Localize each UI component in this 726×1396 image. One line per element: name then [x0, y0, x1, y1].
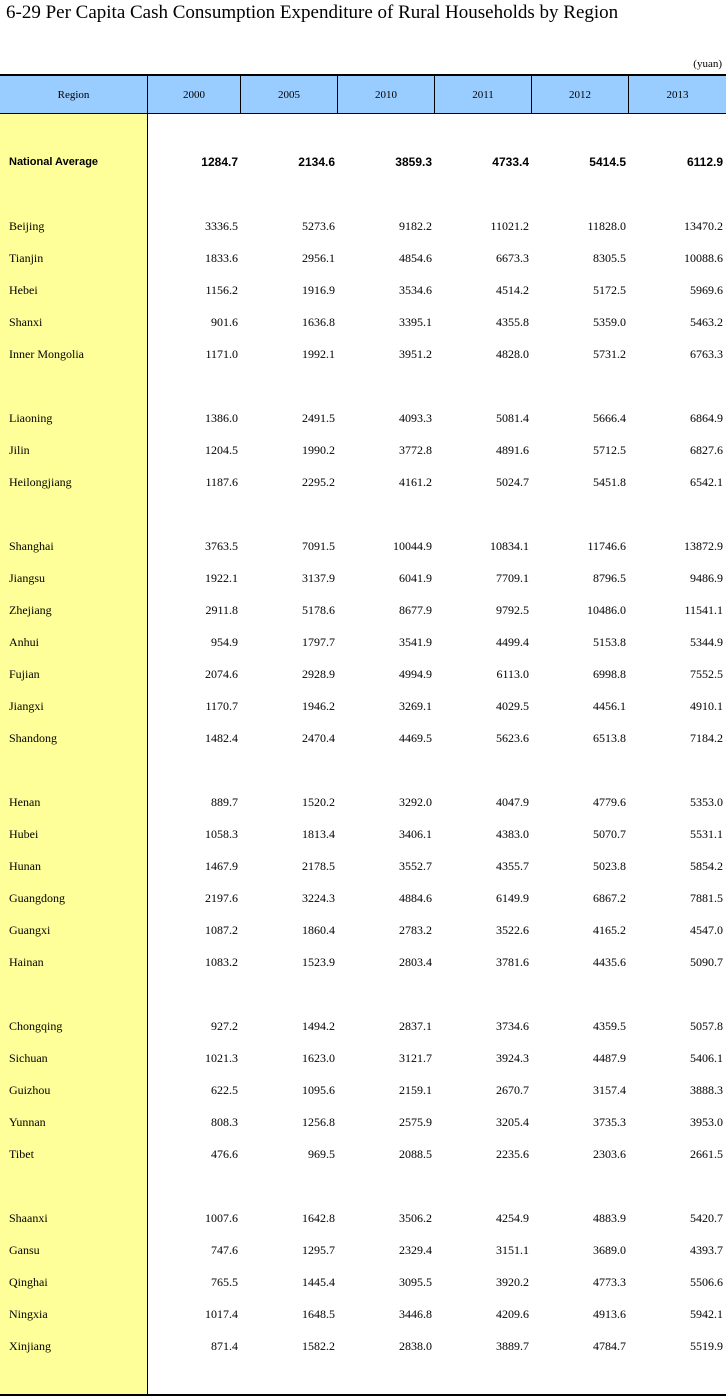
value-cell: 5451.8	[593, 475, 626, 489]
table-row	[0, 728, 726, 748]
region-name-cell: Zhejiang	[9, 603, 52, 617]
value-cell: 2159.1	[399, 1083, 432, 1097]
table-row	[0, 440, 726, 460]
value-cell: 1204.5	[205, 443, 238, 457]
value-cell: 5712.5	[593, 443, 626, 457]
value-cell: 4254.9	[496, 1211, 529, 1225]
value-cell: 1648.5	[302, 1307, 335, 1321]
value-cell: 3951.2	[399, 347, 432, 361]
value-cell: 2911.8	[205, 603, 238, 617]
value-cell: 3121.7	[399, 1051, 432, 1065]
value-cell: 7091.5	[302, 539, 335, 553]
value-cell: 5023.8	[593, 859, 626, 873]
header-year: 2012	[532, 76, 629, 113]
value-cell: 5153.8	[593, 635, 626, 649]
value-cell: 5178.6	[302, 603, 335, 617]
region-name-cell: Liaoning	[9, 411, 53, 425]
value-cell: 6998.8	[593, 667, 626, 681]
value-cell: 4547.0	[690, 923, 723, 937]
value-cell: 1636.8	[302, 315, 335, 329]
region-name-cell: Guangxi	[9, 923, 51, 937]
header-year: 2013	[666, 88, 689, 101]
region-name-cell: Inner Mongolia	[9, 347, 84, 361]
value-cell: 3772.8	[399, 443, 432, 457]
value-cell: 4733.4	[492, 155, 529, 169]
value-cell: 1007.6	[205, 1211, 238, 1225]
value-cell: 4828.0	[496, 347, 529, 361]
region-name-cell: Beijing	[9, 219, 45, 233]
value-cell: 5172.5	[593, 283, 626, 297]
value-cell: 6763.3	[690, 347, 723, 361]
value-cell: 6827.6	[690, 443, 723, 457]
value-cell: 3157.4	[593, 1083, 626, 1097]
value-cell: 2178.5	[302, 859, 335, 873]
value-cell: 2329.4	[399, 1243, 432, 1257]
value-cell: 3920.2	[496, 1275, 529, 1289]
value-cell: 871.4	[211, 1339, 238, 1353]
value-cell: 10486.0	[587, 603, 626, 617]
value-cell: 8796.5	[593, 571, 626, 585]
value-cell: 5057.8	[690, 1019, 723, 1033]
region-name-cell: Shanghai	[9, 539, 54, 553]
value-cell: 1445.4	[302, 1275, 335, 1289]
value-cell: 5666.4	[593, 411, 626, 425]
table-row	[0, 1016, 726, 1036]
table-row	[0, 1304, 726, 1324]
value-cell: 1642.8	[302, 1211, 335, 1225]
table-row	[0, 344, 726, 364]
value-cell: 6542.1	[690, 475, 723, 489]
table-row	[0, 568, 726, 588]
table-row	[0, 664, 726, 684]
value-cell: 808.3	[211, 1115, 238, 1129]
region-name-cell: Shanxi	[9, 315, 43, 329]
value-cell: 3446.8	[399, 1307, 432, 1321]
value-cell: 13872.9	[684, 539, 723, 553]
table-row	[0, 1080, 726, 1100]
value-cell: 6112.9	[686, 155, 723, 169]
value-cell: 5344.9	[690, 635, 723, 649]
value-cell: 5463.2	[690, 315, 723, 329]
region-name-cell: Qinghai	[9, 1275, 48, 1289]
value-cell: 1171.0	[205, 347, 238, 361]
region-name-cell: Shandong	[9, 731, 57, 745]
value-cell: 1946.2	[302, 699, 335, 713]
table-row	[0, 888, 726, 908]
value-cell: 1083.2	[205, 955, 238, 969]
value-cell: 1833.6	[205, 251, 238, 265]
value-cell: 2661.5	[690, 1147, 723, 1161]
region-column-band	[0, 114, 148, 1394]
value-cell: 2295.2	[302, 475, 335, 489]
value-cell: 5070.7	[593, 827, 626, 841]
value-cell: 5969.6	[690, 283, 723, 297]
value-cell: 1187.6	[205, 475, 238, 489]
table-row	[0, 408, 726, 428]
value-cell: 3924.3	[496, 1051, 529, 1065]
header-year: 2005	[241, 76, 338, 113]
value-cell: 5731.2	[593, 347, 626, 361]
value-cell: 8305.5	[593, 251, 626, 265]
header-year: 2010	[338, 76, 435, 113]
region-name-cell: Ningxia	[9, 1307, 48, 1321]
value-cell: 6149.9	[496, 891, 529, 905]
table-row	[0, 280, 726, 300]
value-cell: 889.7	[211, 795, 238, 809]
value-cell: 3406.1	[399, 827, 432, 841]
value-cell: 3205.4	[496, 1115, 529, 1129]
table-row	[0, 472, 726, 492]
value-cell: 13470.2	[684, 219, 723, 233]
value-cell: 7184.2	[690, 731, 723, 745]
value-cell: 4047.9	[496, 795, 529, 809]
page-title: 6-29 Per Capita Cash Consumption Expenditure of Rural Households by Region	[6, 2, 619, 23]
value-cell: 4994.9	[399, 667, 432, 681]
value-cell: 9792.5	[496, 603, 529, 617]
value-cell: 3689.0	[593, 1243, 626, 1257]
value-cell: 1467.9	[205, 859, 238, 873]
value-cell: 3292.0	[399, 795, 432, 809]
value-cell: 4355.8	[496, 315, 529, 329]
value-cell: 3888.3	[690, 1083, 723, 1097]
value-cell: 6864.9	[690, 411, 723, 425]
value-cell: 1494.2	[302, 1019, 335, 1033]
value-cell: 9486.9	[690, 571, 723, 585]
value-cell: 5414.5	[589, 155, 626, 169]
region-name-cell: Chongqing	[9, 1019, 63, 1033]
header-region: Region	[0, 76, 148, 113]
value-cell: 2491.5	[302, 411, 335, 425]
value-cell: 2088.5	[399, 1147, 432, 1161]
region-name-cell: Xinjiang	[9, 1339, 51, 1353]
value-cell: 765.5	[211, 1275, 238, 1289]
value-cell: 5623.6	[496, 731, 529, 745]
value-cell: 2575.9	[399, 1115, 432, 1129]
value-cell: 4514.2	[496, 283, 529, 297]
value-cell: 11828.0	[587, 219, 626, 233]
value-cell: 1813.4	[302, 827, 335, 841]
value-cell: 5531.1	[690, 827, 723, 841]
region-name-cell: Hebei	[9, 283, 38, 297]
value-cell: 4359.5	[593, 1019, 626, 1033]
value-cell: 4355.7	[496, 859, 529, 873]
value-cell: 1992.1	[302, 347, 335, 361]
value-cell: 3151.1	[496, 1243, 529, 1257]
value-cell: 954.9	[211, 635, 238, 649]
table-row	[0, 632, 726, 652]
header-year: 2000	[148, 76, 241, 113]
table-row	[0, 216, 726, 236]
value-cell: 7709.1	[496, 571, 529, 585]
table-row	[0, 248, 726, 268]
region-name-cell: Hainan	[9, 955, 44, 969]
value-cell: 5359.0	[593, 315, 626, 329]
value-cell: 1582.2	[302, 1339, 335, 1353]
value-cell: 5024.7	[496, 475, 529, 489]
value-cell: 4784.7	[593, 1339, 626, 1353]
region-name-cell: Fujian	[9, 667, 40, 681]
value-cell: 2956.1	[302, 251, 335, 265]
value-cell: 5420.7	[690, 1211, 723, 1225]
value-cell: 3224.3	[302, 891, 335, 905]
region-name-cell: Jilin	[9, 443, 30, 457]
value-cell: 3552.7	[399, 859, 432, 873]
value-cell: 7552.5	[690, 667, 723, 681]
value-cell: 4393.7	[690, 1243, 723, 1257]
value-cell: 1482.4	[205, 731, 238, 745]
value-cell: 4435.6	[593, 955, 626, 969]
national-average-row	[0, 152, 726, 172]
table-row	[0, 1112, 726, 1132]
value-cell: 4165.2	[593, 923, 626, 937]
value-cell: 4779.6	[593, 795, 626, 809]
region-name-cell: Sichuan	[9, 1051, 48, 1065]
table-row	[0, 312, 726, 332]
value-cell: 3541.9	[399, 635, 432, 649]
region-name-cell: Heilongjiang	[9, 475, 72, 489]
value-cell: 3734.6	[496, 1019, 529, 1033]
value-cell: 4029.5	[496, 699, 529, 713]
value-cell: 1990.2	[302, 443, 335, 457]
value-cell: 901.6	[211, 315, 238, 329]
value-cell: 10044.9	[393, 539, 432, 553]
value-cell: 3395.1	[399, 315, 432, 329]
value-cell: 2670.7	[496, 1083, 529, 1097]
value-cell: 6041.9	[399, 571, 432, 585]
value-cell: 476.6	[211, 1147, 238, 1161]
value-cell: 5854.2	[690, 859, 723, 873]
value-cell: 5406.1	[690, 1051, 723, 1065]
value-cell: 9182.2	[399, 219, 432, 233]
region-name-cell: Anhui	[9, 635, 39, 649]
value-cell: 3522.6	[496, 923, 529, 937]
value-cell: 1922.1	[205, 571, 238, 585]
value-cell: 2803.4	[399, 955, 432, 969]
value-cell: 3781.6	[496, 955, 529, 969]
value-cell: 1523.9	[302, 955, 335, 969]
value-cell: 2837.1	[399, 1019, 432, 1033]
value-cell: 622.5	[211, 1083, 238, 1097]
value-cell: 4161.2	[399, 475, 432, 489]
table-row	[0, 696, 726, 716]
value-cell: 5506.6	[690, 1275, 723, 1289]
value-cell: 1021.3	[205, 1051, 238, 1065]
region-name-cell: National Average	[9, 156, 99, 168]
value-cell: 927.2	[211, 1019, 238, 1033]
value-cell: 6867.2	[593, 891, 626, 905]
table-row	[0, 792, 726, 812]
value-cell: 1284.7	[201, 155, 238, 169]
value-cell: 7881.5	[690, 891, 723, 905]
region-name-cell: Jiangxi	[9, 699, 44, 713]
value-cell: 6673.3	[496, 251, 529, 265]
value-cell: 1295.7	[302, 1243, 335, 1257]
value-cell: 3889.7	[496, 1339, 529, 1353]
value-cell: 4469.5	[399, 731, 432, 745]
value-cell: 8677.9	[399, 603, 432, 617]
value-cell: 3336.5	[205, 219, 238, 233]
value-cell: 1256.8	[302, 1115, 335, 1129]
value-cell: 4891.6	[496, 443, 529, 457]
value-cell: 2134.6	[298, 155, 335, 169]
value-cell: 5273.6	[302, 219, 335, 233]
value-cell: 747.6	[211, 1243, 238, 1257]
value-cell: 1916.9	[302, 283, 335, 297]
value-cell: 1156.2	[205, 283, 238, 297]
value-cell: 3137.9	[302, 571, 335, 585]
value-cell: 4499.4	[496, 635, 529, 649]
value-cell: 3269.1	[399, 699, 432, 713]
value-cell: 1386.0	[205, 411, 238, 425]
table-row	[0, 536, 726, 556]
value-cell: 4456.1	[593, 699, 626, 713]
region-name-cell: Henan	[9, 795, 41, 809]
region-name-cell: Guizhou	[9, 1083, 51, 1097]
value-cell: 10088.6	[684, 251, 723, 265]
table-row	[0, 1048, 726, 1068]
value-cell: 1623.0	[302, 1051, 335, 1065]
value-cell: 3095.5	[399, 1275, 432, 1289]
region-name-cell: Shaanxi	[9, 1211, 48, 1225]
region-name-cell: Hunan	[9, 859, 41, 873]
value-cell: 3859.3	[395, 155, 432, 169]
value-cell: 1170.7	[205, 699, 238, 713]
value-cell: 1797.7	[302, 635, 335, 649]
table-row	[0, 920, 726, 940]
value-cell: 4884.6	[399, 891, 432, 905]
value-cell: 10834.1	[490, 539, 529, 553]
table-row	[0, 856, 726, 876]
value-cell: 2235.6	[496, 1147, 529, 1161]
table-row	[0, 952, 726, 972]
region-name-cell: Tibet	[9, 1147, 34, 1161]
value-cell: 2928.9	[302, 667, 335, 681]
value-cell: 4773.3	[593, 1275, 626, 1289]
value-cell: 4093.3	[399, 411, 432, 425]
value-cell: 11021.2	[490, 219, 529, 233]
region-name-cell: Yunnan	[9, 1115, 46, 1129]
value-cell: 2197.6	[205, 891, 238, 905]
region-name-cell: Jiangsu	[9, 571, 45, 585]
value-cell: 6113.0	[496, 667, 529, 681]
value-cell: 1095.6	[302, 1083, 335, 1097]
value-cell: 969.5	[308, 1147, 335, 1161]
data-table	[0, 74, 726, 1396]
table-row	[0, 600, 726, 620]
value-cell: 6513.8	[593, 731, 626, 745]
value-cell: 4383.0	[496, 827, 529, 841]
value-cell: 3953.0	[690, 1115, 723, 1129]
value-cell: 4487.9	[593, 1051, 626, 1065]
region-name-cell: Gansu	[9, 1243, 40, 1257]
value-cell: 1017.4	[205, 1307, 238, 1321]
unit-label: (yuan)	[693, 58, 722, 70]
region-name-cell: Tianjin	[9, 251, 44, 265]
value-cell: 4913.6	[593, 1307, 626, 1321]
value-cell: 11541.1	[684, 603, 723, 617]
value-cell: 2074.6	[205, 667, 238, 681]
table-row	[0, 1336, 726, 1356]
value-cell: 4854.6	[399, 251, 432, 265]
table-row	[0, 1272, 726, 1292]
value-cell: 5090.7	[690, 955, 723, 969]
value-cell: 1058.3	[205, 827, 238, 841]
value-cell: 5519.9	[690, 1339, 723, 1353]
value-cell: 4883.9	[593, 1211, 626, 1225]
table-row	[0, 824, 726, 844]
table-header	[0, 74, 726, 114]
value-cell: 1087.2	[205, 923, 238, 937]
value-cell: 11746.6	[587, 539, 626, 553]
region-name-cell: Guangdong	[9, 891, 65, 905]
value-cell: 3763.5	[205, 539, 238, 553]
table-row	[0, 1208, 726, 1228]
value-cell: 2303.6	[593, 1147, 626, 1161]
value-cell: 4209.6	[496, 1307, 529, 1321]
value-cell: 1520.2	[302, 795, 335, 809]
value-cell: 2838.0	[399, 1339, 432, 1353]
table-row	[0, 1240, 726, 1260]
value-cell: 4910.1	[690, 699, 723, 713]
value-cell: 3534.6	[399, 283, 432, 297]
value-cell: 5942.1	[690, 1307, 723, 1321]
value-cell: 3735.3	[593, 1115, 626, 1129]
value-cell: 2783.2	[399, 923, 432, 937]
region-name-cell: Hubei	[9, 827, 39, 841]
value-cell: 3506.2	[399, 1211, 432, 1225]
value-cell: 2470.4	[302, 731, 335, 745]
table-row	[0, 1144, 726, 1164]
header-year: 2011	[435, 76, 532, 113]
value-cell: 5081.4	[496, 411, 529, 425]
value-cell: 1860.4	[302, 923, 335, 937]
value-cell: 5353.0	[690, 795, 723, 809]
